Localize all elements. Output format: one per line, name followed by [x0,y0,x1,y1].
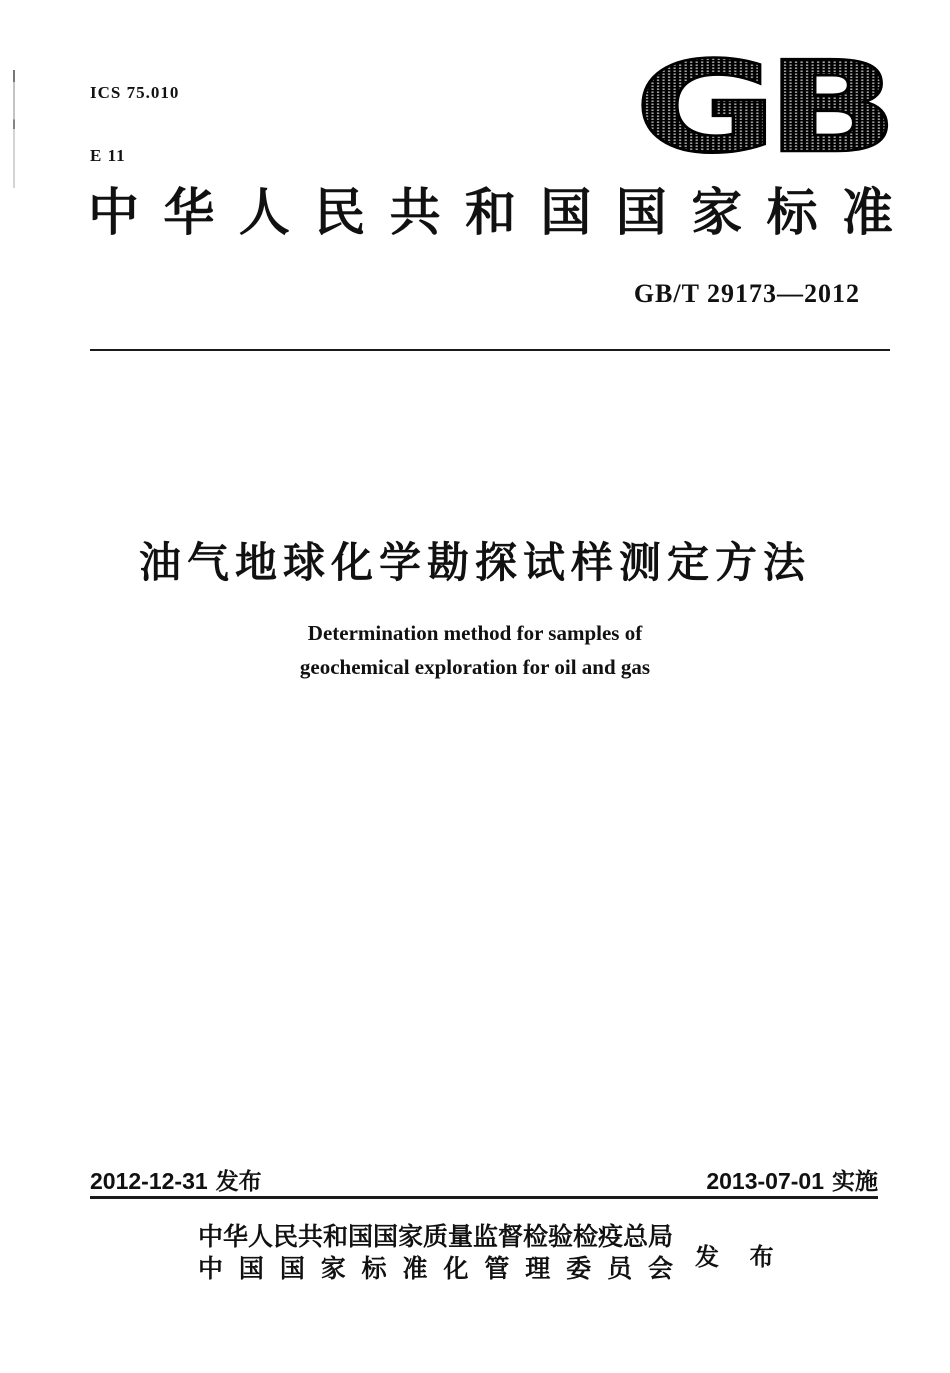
publisher-line-2: 中国国家标准化管理委员会 [198,1256,674,1283]
implement-date: 2013-07-01 [706,1168,824,1194]
issue-date-label: 发布 [215,1168,262,1194]
publisher-line-1: 中华人民共和国国家质量监督检验检疫总局 [198,1224,674,1251]
ics-code: ICS 75.010 [90,83,180,102]
document-title-en-line2: geochemical exploration for oil and gas [299,655,651,679]
document-title-en [0,616,950,684]
classification-code: E 11 [90,146,126,165]
publisher-block [198,1222,786,1286]
header-divider-rule [90,349,890,351]
national-standard-heading: 中华人民共和国国家标准 [88,186,893,242]
footer-divider-rule [90,1196,878,1199]
implement-date-label: 实施 [832,1168,878,1194]
publish-label: 发 布 [695,1243,786,1271]
scan-artifact-line [13,70,15,188]
publisher-names [198,1222,673,1286]
issue-date-item [90,1163,262,1196]
issue-date: 2012-12-31 [90,1168,208,1194]
gb-logo-text: GB [634,55,888,159]
dates-row [90,1163,878,1196]
gb-logo-icon [633,55,889,159]
document-title-en-line1: Determination method for samples of [307,621,643,645]
standard-number: GB/T 29173—2012 [633,279,860,308]
document-title-zh: 油气地球化学勘探试样测定方法 [138,539,811,586]
implement-date-item [706,1163,878,1196]
